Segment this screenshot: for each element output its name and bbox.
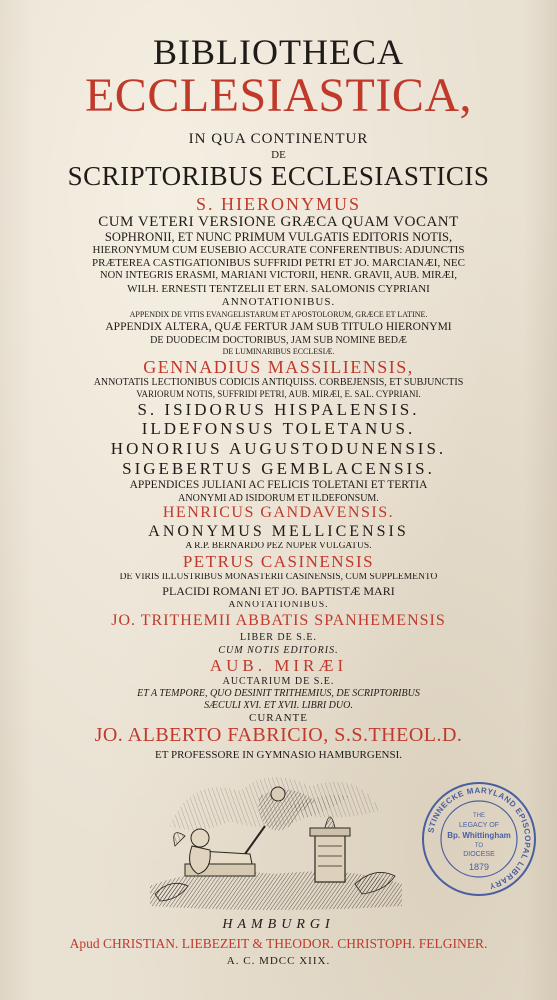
miraeus-line: SÆCULI XVI. ET XVII. LIBRI DUO. (204, 701, 353, 711)
petrus-line: PLACIDI ROMANI ET JO. BAPTISTÆ MARI (162, 585, 395, 597)
stamp-legacy: LEGACY OF (459, 822, 499, 829)
library-stamp (420, 780, 538, 898)
imprint-city: HAMBURGI (222, 918, 335, 932)
title-line-4: DE (271, 150, 286, 161)
hieronymus-line: ANNOTATIONIBUS. (221, 297, 336, 308)
hieronymus-line: PRÆTEREA CASTIGATIONIBUS SUFFRIDI PETRI ET JO. MARCIANÆI, NEC (92, 258, 465, 269)
imprint-publisher: Apud CHRISTIAN. LIEBEZEIT & THEODOR. CHRISTOPH. FELGINER. (69, 937, 488, 951)
hieronymus-line: NON INTEGRIS ERASMI, MARIANI VICTORII, HENR. GRAVII, AUB. MIRÆI, (99, 271, 457, 281)
hieronymus-line: SOPHRONII, ET NUNC PRIMUM VULGATIS EDITORIS NOTIS, (104, 231, 453, 244)
author-anonymus: ANONYMUS MELLICENSIS (148, 524, 409, 540)
gennadius-line: VARIORUM NOTIS, SUFFRIDI PETRI, AUB. MIRÆI, E. SAL. CYPRIANI. (136, 390, 421, 399)
author-henricus: HENRICUS GANDAVENSIS. (162, 505, 395, 521)
stamp-year: 1879 (468, 862, 490, 872)
author-petrus: PETRUS CASINENSIS (182, 553, 375, 570)
author-gennadius: GENNADIUS MASSILIENSIS, (143, 358, 414, 376)
title-line-3: IN QUA CONTINENTUR (188, 132, 369, 147)
hieronymus-line: HIERONYMUM CUM EUSEBIO ACCURATE CONFERENTIBUS: ADJUNCTIS (92, 245, 465, 256)
author-honorius: HONORIUS AUGUSTODUNENSIS. (110, 440, 447, 457)
petrus-line: DE VIRIS ILLUSTRIBUS MONASTERII CASINENSIS, CUM SUPPLEMENTO (119, 573, 438, 582)
appendices-line: APPENDICES JULIANI AC FELICIS TOLETANI ET TERTIA (129, 480, 428, 491)
hieronymus-line: APPENDIX ALTERA, QUÆ FERTUR JAM SUB TITULO HIERONYMI (105, 322, 452, 333)
hieronymus-line: DE DUODECIM DOCTORIBUS, JAM SUB NOMINE BEDÆ (150, 336, 407, 346)
imprint-year: A. C. MDCC XIIX. (226, 956, 331, 967)
stamp-to: TO (474, 843, 484, 849)
author-hieronymus: S. HIERONYMUS (195, 195, 362, 213)
author-isidorus: S. ISIDORUS HISPALENSIS. (137, 401, 420, 418)
hieronymus-line: WILH. ERNESTI TENTZELII ET ERN. SALOMONIS CYPRIANI (127, 284, 430, 295)
petrus-line: ANNOTATIONIBUS. (228, 601, 329, 610)
miraeus-line: AUCTARIUM DE S.E. (222, 677, 335, 687)
engraving-vignette-image (140, 766, 410, 914)
trithemius-line: LIBER DE S.E. (240, 633, 317, 643)
gennadius-line: ANNOTATIS LECTIONIBUS CODICIS ANTIQUISS. CORBEJENSIS, ET SUBJUNCTIS (93, 378, 464, 388)
title-line-2: ECCLESIASTICA, (84, 72, 472, 120)
hieronymus-line: CUM VETERI VERSIONE GRÆCA QUAM VOCANT (98, 215, 459, 230)
editor-name: JO. ALBERTO FABRICIO, S.S.THEOL.D. (94, 725, 463, 745)
stamp-name: Bp. Whittingham (447, 831, 511, 840)
miraeus-line: ET A TEMPORE, QUO DESINIT TRITHEMIUS, DE SCRIPTORIBUS (137, 689, 420, 699)
title-line-5: SCRIPTORIBUS ECCLESIASTICIS (67, 163, 490, 190)
hieronymus-line: APPENDIX DE VITIS EVANGELISTARUM ET APOSTOLORUM, GRÆCE ET LATINE. (129, 311, 428, 319)
anonymus-note: A R.P. BERNARDO PEZ NUPER VULGATUS. (185, 542, 372, 551)
hieronymus-line: DE LUMINARIBUS ECCLESIÆ. (222, 348, 335, 356)
trithemius-line: CUM NOTIS EDITORIS. (218, 646, 339, 656)
stamp-ring-text: STINNECKE MARYLAND EPISCOPAL LIBRARY (426, 785, 533, 891)
stamp-diocese: DIOCESE (463, 851, 495, 858)
author-trithemius: JO. TRITHEMII ABBATIS SPANHEMENSIS (111, 613, 446, 629)
author-sigebertus: SIGEBERTUS GEMBLACENSIS. (122, 460, 435, 477)
author-miraeus: AUB. MIRÆI (209, 657, 348, 674)
title-line-1: BIBLIOTHECA (153, 34, 404, 70)
stamp-the: THE (473, 813, 485, 819)
author-ildefonsus: ILDEFONSUS TOLETANUS. (141, 420, 416, 437)
curante: CURANTE (249, 713, 308, 724)
appendices-line: ANONYMI AD ISIDORUM ET ILDEFONSUM. (178, 494, 379, 504)
professor-line: ET PROFESSORE IN GYMNASIO HAMBURGENSI. (154, 750, 403, 761)
